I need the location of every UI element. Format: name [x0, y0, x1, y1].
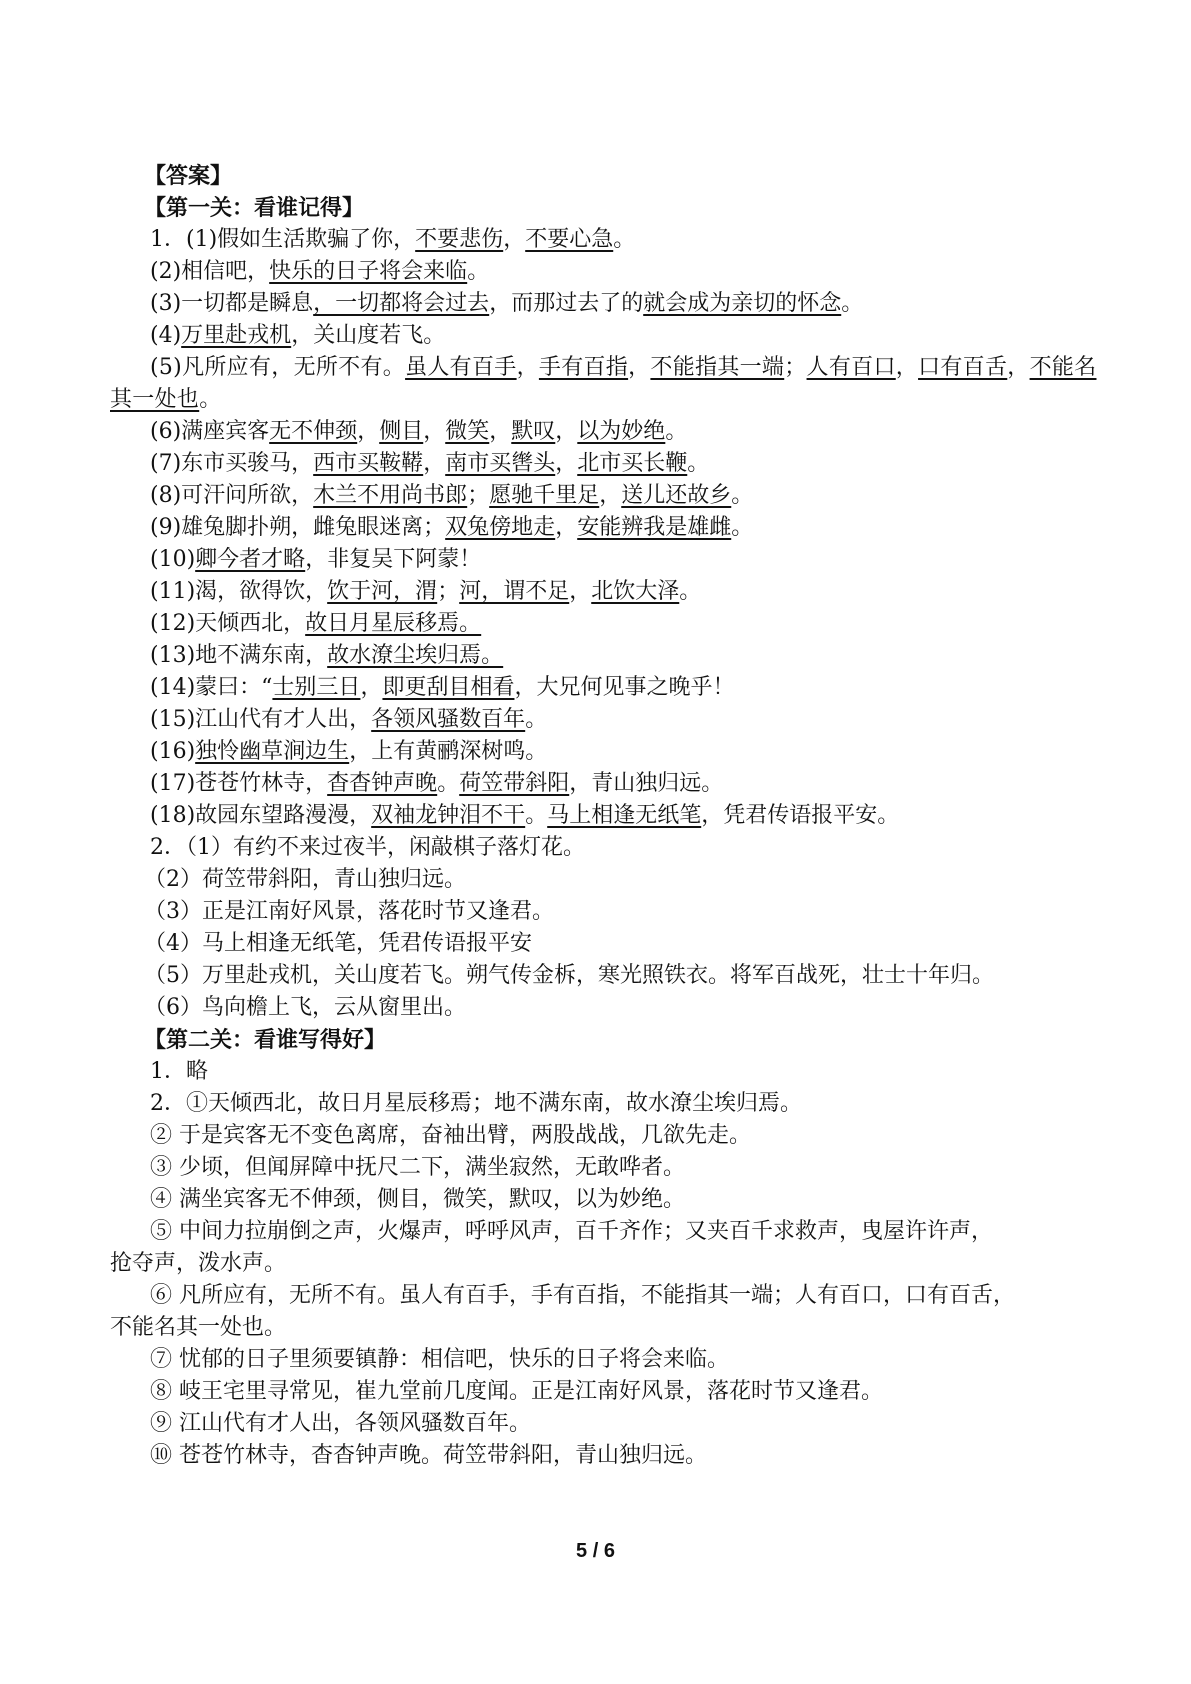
- answer-item-1-15: (15)江山代有才人出，各领风骚数百年。: [150, 707, 548, 732]
- answer-item-1-6: (6)满座宾客无不伸颈，侧目，微笑，默叹，以为妙绝。: [150, 419, 688, 444]
- section2-answer-2-2: ② 于是宾客无不变色离席，奋袖出臂，两股战战，几欲先走。: [150, 1123, 751, 1148]
- answer-item-2-6: （6）鸟向檐上飞，云从窗里出。: [144, 995, 466, 1020]
- answer-heading: 【答案】: [144, 163, 233, 189]
- section2-answer-2-5-cont: 抢夺声，泼水声。: [110, 1251, 287, 1276]
- answer-item-2-1: 2．（1）有约不来过夜半，闲敲棋子落灯花。: [150, 835, 585, 860]
- section2-answer-2-1: 2．①天倾西北，故日月星辰移焉；地不满东南，故水潦尘埃归焉。: [150, 1091, 802, 1116]
- section2-answer-1: 1．略: [150, 1059, 208, 1084]
- answer-item-2-4: （4）马上相逢无纸笔，凭君传语报平安: [144, 931, 532, 956]
- answer-item-1-18: (18)故园东望路漫漫，双袖龙钟泪不干。马上相逢无纸笔，凭君传语报平安。: [150, 803, 900, 828]
- section2-title: 【第二关：看谁写得好】: [144, 1027, 387, 1053]
- section2-answer-2-8: ⑧ 岐王宅里寻常见，崔九堂前几度闻。正是江南好风景，落花时节又逢君。: [150, 1379, 883, 1404]
- section2-answer-2-5: ⑤ 中间力拉崩倒之声，火爆声，呼呼风声，百千齐作；又夹百千求救声，曳屋许许声，: [150, 1219, 993, 1244]
- section2-answer-2-3: ③ 少顷，但闻屏障中抚尺二下，满坐寂然，无敢哗者。: [150, 1155, 685, 1180]
- answer-item-1-8: (8)可汗问所欲，木兰不用尚书郎；愿驰千里足，送儿还故乡。: [150, 483, 754, 508]
- answer-item-2-3: （3）正是江南好风景，落花时节又逢君。: [144, 899, 554, 924]
- answer-item-2-2: （2）荷笠带斜阳，青山独归远。: [144, 867, 466, 892]
- answer-item-1-5: (5)凡所应有，无所不有。虽人有百手，手有百指，不能指其一端；人有百口，口有百舌，不能名其一处也。: [110, 355, 1097, 412]
- answer-item-1-12: (12)天倾西北，故日月星辰移焉。: [150, 611, 482, 636]
- answer-item-1-17: (17)苍苍竹林寺，杳杳钟声晚。荷笠带斜阳，青山独归远。: [150, 771, 724, 796]
- section2-answer-2-9: ⑨ 江山代有才人出，各领风骚数百年。: [150, 1411, 531, 1436]
- page-content: [110, 160, 1100, 1472]
- answer-item-1-3: (3)一切都是瞬息，一切都将会过去，而那过去了的就会成为亲切的怀念。: [150, 291, 864, 316]
- section2-answer-2-6: ⑥ 凡所应有，无所不有。虽人有百手，手有百指，不能指其一端；人有百口，口有百舌，: [150, 1283, 1015, 1308]
- section2-answer-2-6-cont: 不能名其一处也。: [110, 1315, 287, 1340]
- answer-item-1-10: (10)卿今者才略，非复吴下阿蒙！: [150, 547, 482, 572]
- section1-title: 【第一关：看谁记得】: [144, 195, 365, 221]
- answer-item-1-16: (16)独怜幽草涧边生，上有黄鹂深树鸣。: [150, 739, 548, 764]
- answer-item-1-13: (13)地不满东南，故水潦尘埃归焉。: [150, 643, 504, 668]
- answer-item-1-4: (4)万里赴戎机，关山度若飞。: [150, 323, 446, 348]
- answer-item-1-9: (9)雄兔脚扑朔，雌兔眼迷离；双兔傍地走，安能辨我是雄雌。: [150, 515, 754, 540]
- answer-item-2-5: （5）万里赴戎机，关山度若飞。朔气传金柝，寒光照铁衣。将军百战死，壮士十年归。: [144, 963, 994, 988]
- page-number: 5 / 6: [576, 1540, 615, 1562]
- answer-item-1-1: 1．(1)假如生活欺骗了你，不要悲伤，不要心急。: [150, 227, 636, 252]
- section2-answer-2-10: ⑩ 苍苍竹林寺，杳杳钟声晚。荷笠带斜阳，青山独归远。: [150, 1443, 707, 1468]
- answer-item-1-14: (14)蒙曰：“士别三日，即更刮目相看，大兄何见事之晚乎！: [150, 675, 735, 700]
- answer-item-1-2: (2)相信吧，快乐的日子将会来临。: [150, 259, 490, 284]
- section2-answer-2-4: ④ 满坐宾客无不伸颈，侧目，微笑，默叹，以为妙绝。: [150, 1187, 685, 1212]
- answer-item-1-11: (11)渴，欲得饮，饮于河，渭；河，谓不足，北饮大泽。: [150, 579, 702, 604]
- answer-item-1-7: (7)东市买骏马，西市买鞍鞯，南市买辔头，北市买长鞭。: [150, 451, 710, 476]
- section2-answer-2-7: ⑦ 忧郁的日子里须要镇静：相信吧，快乐的日子将会来临。: [150, 1347, 729, 1372]
